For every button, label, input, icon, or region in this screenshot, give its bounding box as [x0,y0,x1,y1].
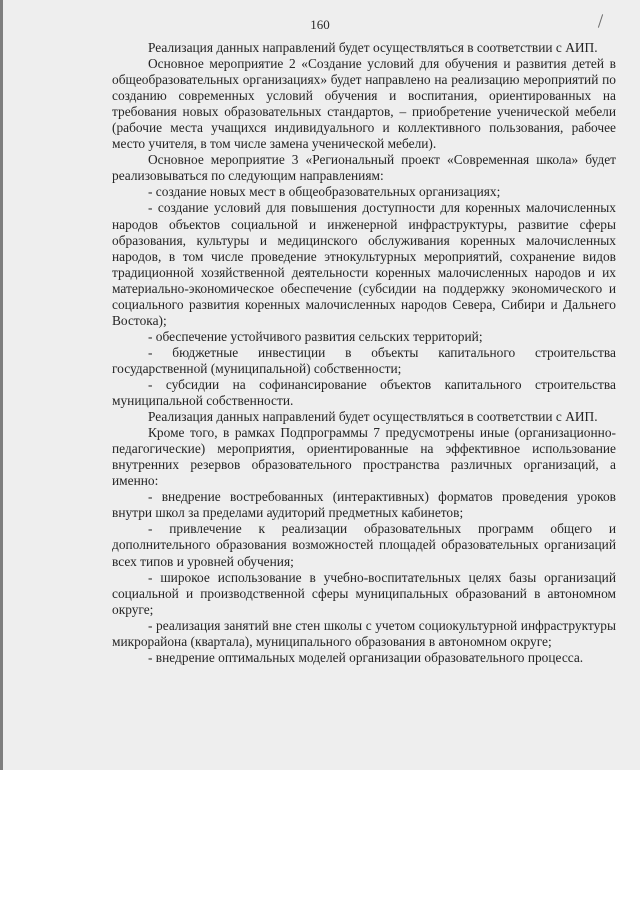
list-item-interactive-lessons: - внедрение востребованных (интерактивных) форматов проведения уроков внутри школ за пределами аудиторий предметных кабинетов; [112,489,616,521]
list-item-educational-programs: - привлечение к реализации образовательных программ общего и дополнительного образования возможностей площадей образовательных организаций всех типов и уровней обучения; [112,521,616,569]
paragraph-main-activity-2: Основное мероприятие 2 «Создание условий для обучения и развития детей в общеобразовательных организациях» будет направлено на реализацию мероприятий по созданию современных условий обучения и воспитания, ориентированных на требования новых образовательных стандартов, – приобретение ученической мебели (рабочие места учащихся индивидуального и коллективного пользования, рабочее место учителя, в том числе замена ученической мебели). [112,56,616,152]
list-item-rural-development: - обеспечение устойчивого развития сельских территорий; [148,328,483,344]
paragraph-main-activity-3: Основное мероприятие 3 «Региональный проект «Современная школа» будет реализовываться по следующим направлениям: [112,152,616,184]
list-item-social-base: - широкое использование в учебно-воспитательных целях базы организаций социальной и производственной сферы муниципальных образований в автономном округе; [112,569,616,617]
paragraph-subprogram-7: Кроме того, в рамках Подпрограммы 7 предусмотрены иные (организационно-педагогические) мероприятия, ориентированные на эффективное использование внутренних резервов образовательного пространства различных организаций, а именно: [112,425,616,489]
page-number: 160 [310,17,330,32]
scan-edge-line [0,0,3,770]
list-item-cofinancing: - субсидии на софинансирование объектов капитального строительства муниципальной собственности. [112,376,616,409]
paragraph-implementation-aip-2: Реализация данных направлений будет осуществляться в соответствии с АИП. [148,409,598,425]
list-item-outside-school: - реализация занятий вне стен школы с учетом социокультурной инфраструктуры микрорайона (квартала), муниципального образования в автономном округе; [112,617,616,649]
document-body [112,40,616,666]
list-item-indigenous-peoples: - создание условий для повышения доступности для коренных малочисленных народов объектов социальной и инженерной инфраструктуры, развитие сферы образования, культуры и медицинского обслуживания коренных малочисленных народов, в том числе проведение этнокультурных мероприятий, сохранение видов традиционной хозяйственной деятельности коренных малочисленных народов и их материально-экономическое обеспечение (субсидии на поддержку экономического и социального развития коренных малочисленных народов Севера, Сибири и Дальнего Востока); [112,200,616,328]
paragraph-implementation-aip: Реализация данных направлений будет осуществляться в соответствии с АИП. [148,40,598,55]
list-item-budget-investments: - бюджетные инвестиции в объекты капитального строительства государственной (муниципальной) собственности; [112,344,616,376]
list-item-new-places: - создание новых мест в общеобразовательных организациях; [148,184,501,200]
list-item-optimal-models: - внедрение оптимальных моделей организации образовательного процесса. [148,649,584,665]
